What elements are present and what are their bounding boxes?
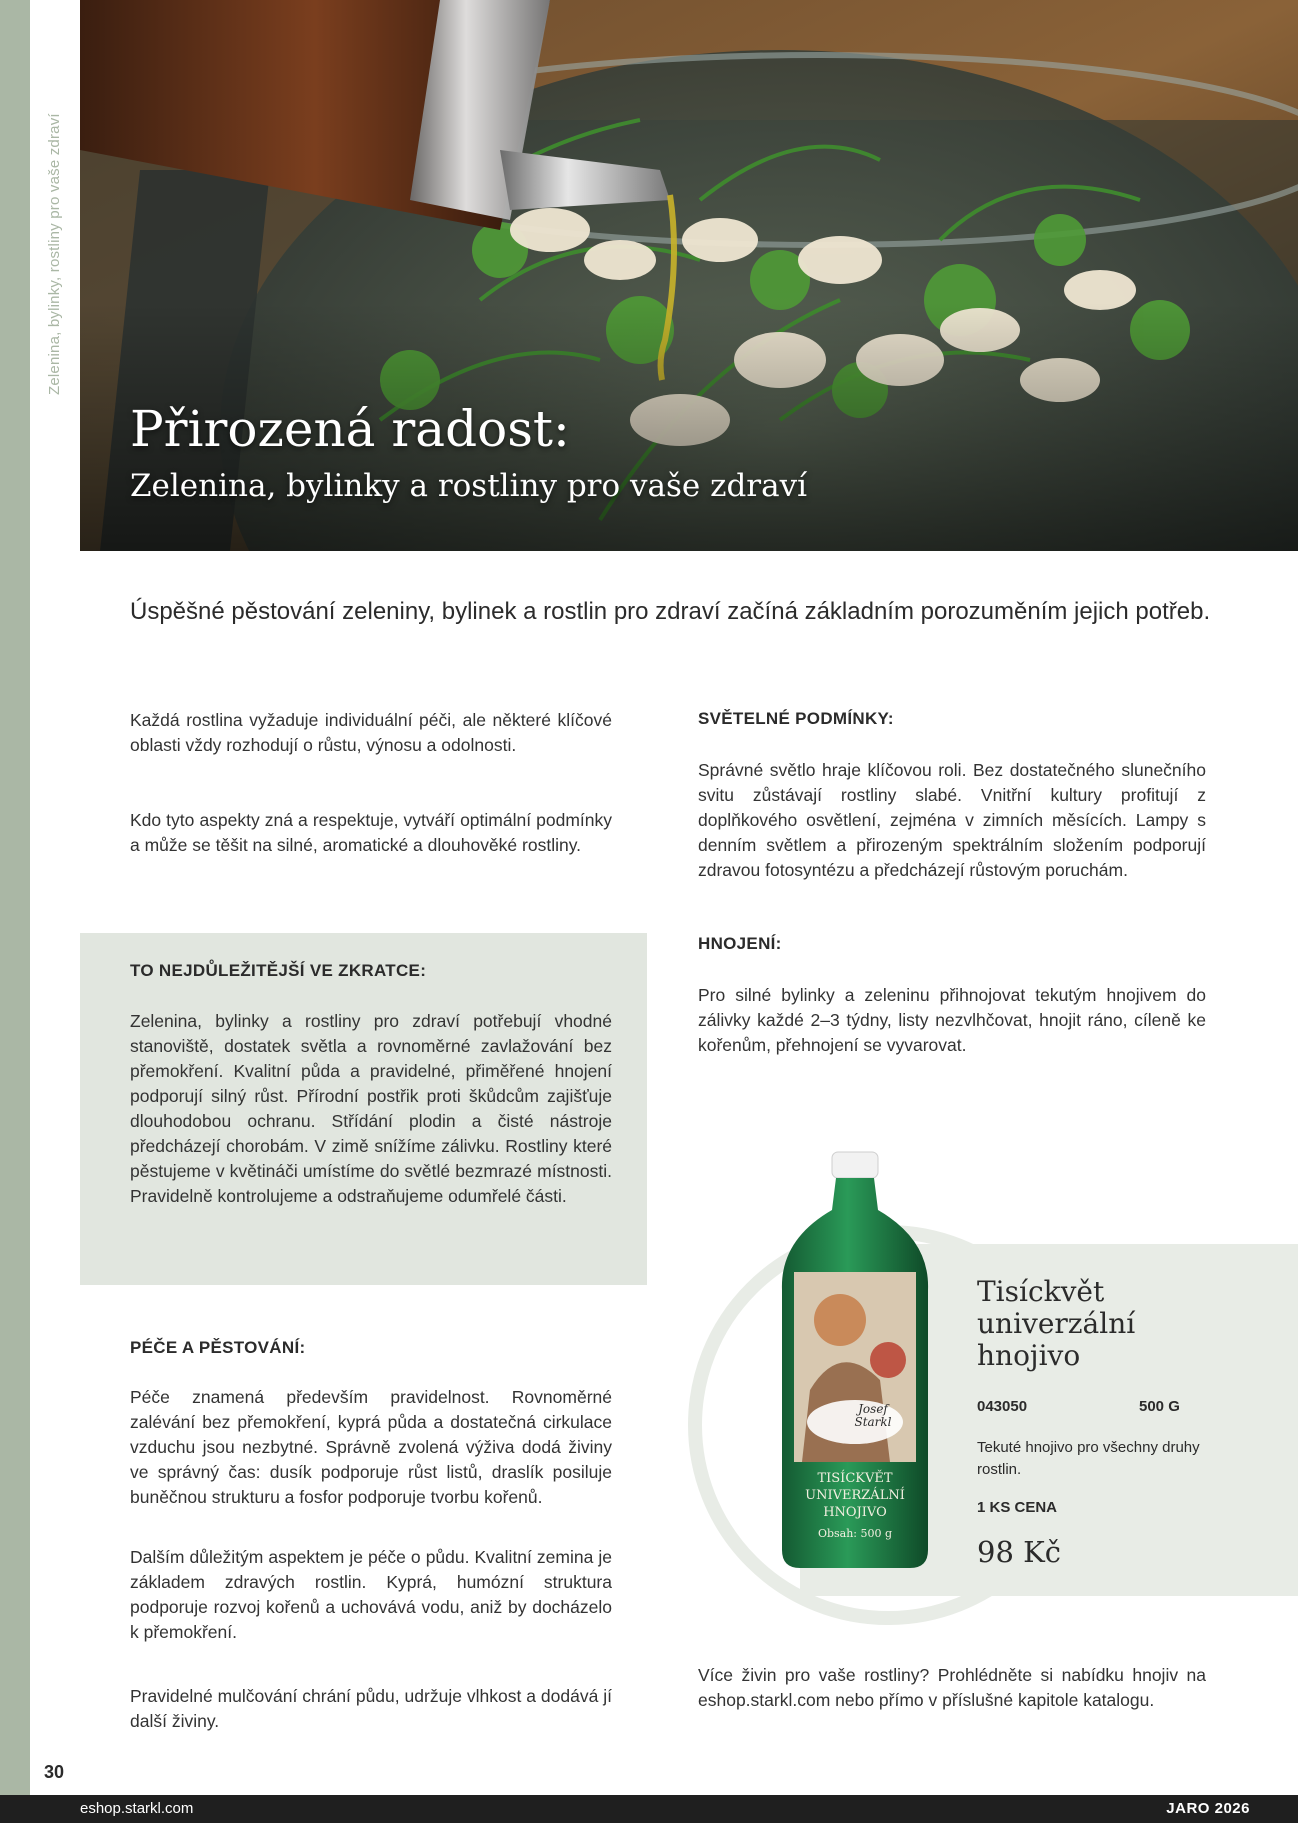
side-accent-band	[0, 0, 30, 1795]
care-paragraph-1: Péče znamená především pravidelnost. Rovnoměrné zalévání bez přemokření, kyprá půda a dostatečná cirkulace vzduchu jsou nezbytné. Správně zvolená výživa dodá živiny ve správný čas: dusík podporuje růst listů, draslík posiluje buněčnou strukturu a fosfor podporuje tvorbu kořenů.	[130, 1387, 612, 1507]
side-section-label: Zelenina, bylinky, rostliny pro vaše zdraví	[46, 113, 63, 395]
page-number: 30	[44, 1762, 65, 1782]
product-name-line-2: univerzální	[977, 1307, 1136, 1340]
product-description: Tekuté hnojivo pro všechny druhy rostlin.	[977, 1439, 1200, 1478]
fertilizing-text: Pro silné bylinky a zeleninu přihnojovat tekutým hnojivem do zálivky každé 2–3 týdny, listy nezvlhčovat, hnojit ráno, cíleně ke kořenům, přehnojení se vyvarovat.	[698, 985, 1206, 1055]
bottle-label-line-1: TISÍCKVĚT	[817, 1471, 893, 1486]
light-heading: SVĚTELNÉ PODMÍNKY:	[698, 709, 894, 728]
bottle-label-content: Obsah: 500 g	[817, 1527, 893, 1540]
product-name-line-1: Tisíckvět	[977, 1275, 1105, 1308]
hero-image	[80, 0, 1298, 551]
summary-text: Zelenina, bylinky a rostliny pro zdraví potřebují vhodné stanoviště, dostatek světla a rovnoměrné zavlažování bez přemokření. Kvalitní půda a pravidelné, přiměřené hnojení podporují silný růst. Přírodní postřik proti škůdcům zajišťuje dlouhodobou ochranu. Střídání plodin a čisté nástroje předcházejí chorobám. V zimě snížíme zálivku. Rostliny které pěstujeme v květináči umístíme do světlé bezmrazé místnosti. Pravidelně kontrolujeme a odstraňujeme odumřelé části.	[130, 1011, 612, 1206]
bottle-label-line-3: HNOJIVO	[823, 1505, 887, 1520]
care-paragraph-3: Pravidelné mulčování chrání půdu, udržuje vlhkost a dodává jí další živiny.	[130, 1686, 612, 1731]
product-name-line-3: hnojivo	[977, 1339, 1081, 1372]
bottle-label-line-2: UNIVERZÁLNÍ	[805, 1488, 905, 1503]
fertilizing-heading: HNOJENÍ:	[698, 934, 782, 953]
care-heading: PÉČE A PĚSTOVÁNÍ:	[130, 1338, 306, 1357]
outro-paragraph: Více živin pro vaše rostliny? Prohlédněte si nabídku hnojiv na eshop.starkl.com nebo přímo v příslušné kapitole katalogu.	[698, 1665, 1206, 1710]
footer-bar	[0, 1795, 1298, 1823]
product-code: 043050	[977, 1398, 1028, 1415]
left-paragraph-1: Každá rostlina vyžaduje individuální péči, ale některé klíčové oblasti vždy rozhodují o růstu, výnosu a odolnosti.	[130, 710, 612, 755]
product-price-label: 1 KS CENA	[977, 1499, 1058, 1516]
footer-website-link[interactable]: eshop.starkl.com	[80, 1800, 194, 1817]
hero-subtitle: Zelenina, bylinky a rostliny pro vaše zdraví	[130, 468, 808, 504]
light-text: Správné světlo hraje klíčovou roli. Bez dostatečného slunečního svitu zůstávají rostliny slabé. Vnitřní kultury profitují z doplňkového osvětlení, zejména v zimních měsících. Lampy s denním světlem a přirozeným spektrálním složením podporují zdravou fotosyntézu a předcházejí růstovým poruchám.	[698, 760, 1206, 880]
hero-title: Přirozená radost:	[130, 400, 570, 458]
care-paragraph-2: Dalším důležitým aspektem je péče o půdu. Kvalitní zemina je základem zdravých rostlin. Kyprá, humózní struktura podporuje rozvoj kořenů a uchovává vodu, aniž by docházelo k přemokření.	[130, 1547, 612, 1642]
left-paragraph-2: Kdo tyto aspekty zná a respektuje, vytváří optimální podmínky a může se těšit na silné, aromatické a dlouhověké rostliny.	[130, 810, 612, 855]
product-name	[977, 1276, 1277, 1372]
product-price: 98 Kč	[977, 1535, 1062, 1569]
footer-season-label: JARO 2026	[1166, 1800, 1250, 1817]
intro-paragraph: Úspěšné pěstování zeleniny, bylinek a rostlin pro zdraví začíná základním porozuměním jejich potřeb.	[130, 598, 1211, 625]
bottle-label-brand-1: Josef	[858, 1402, 888, 1416]
summary-heading: TO NEJDŮLEŽITĚJŠÍ VE ZKRATCE:	[130, 961, 427, 980]
product-bottle-image	[780, 1150, 930, 1575]
product-size: 500 G	[1139, 1398, 1180, 1415]
bottle-label-brand-2: Starkl	[854, 1415, 892, 1429]
